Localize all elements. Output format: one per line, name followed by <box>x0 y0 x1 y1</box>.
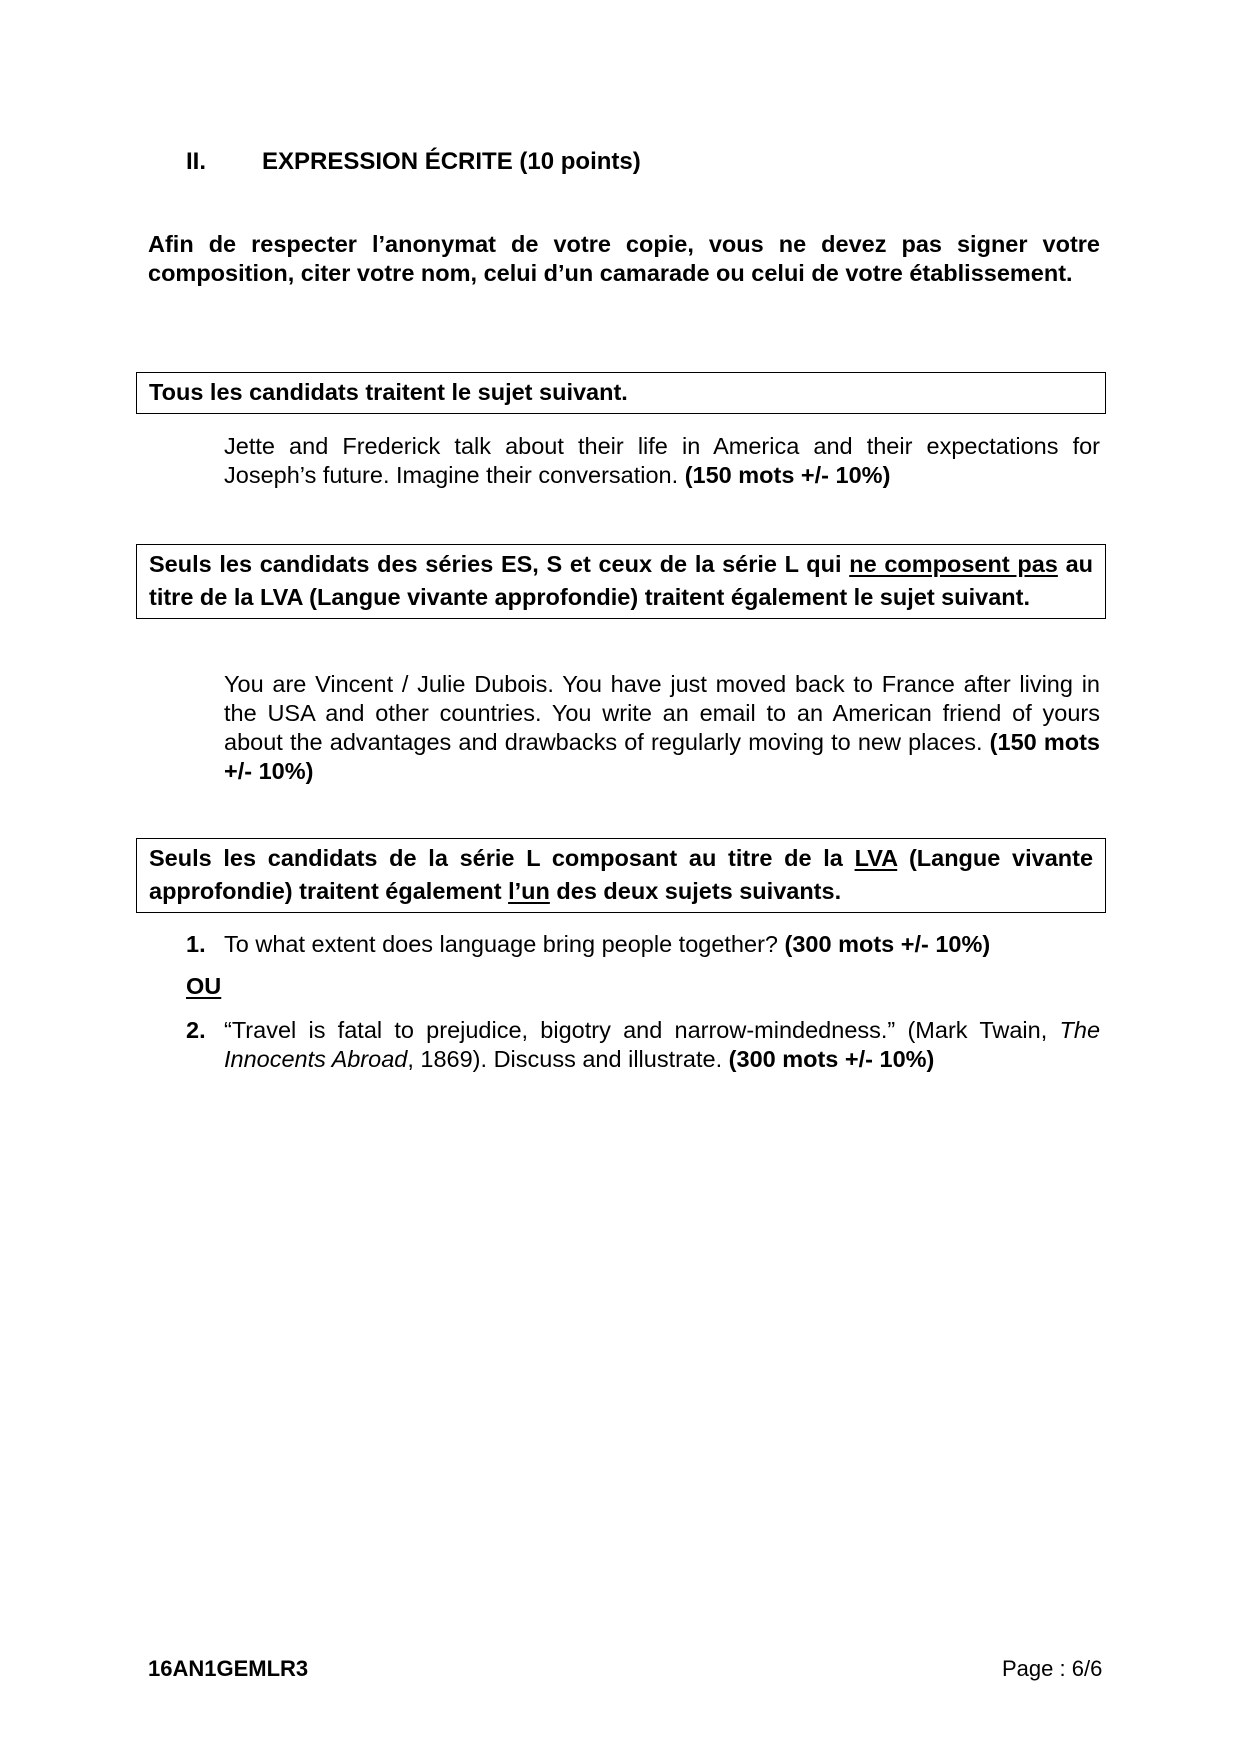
instruction-box-all-candidates <box>136 372 1106 414</box>
instruction-text-part2: (Langue vivante approfondie) traitent également <box>149 845 1094 904</box>
book-title: The Innocents Abroad <box>224 1017 1101 1072</box>
subject-number: 2. <box>186 1017 206 1043</box>
subject-rest: , 1869). Discuss and illustrate. <box>407 1046 723 1072</box>
anonymity-notice: Afin de respecter l’anonymat de votre copie, vous ne devez pas signer votre composition, citer votre nom, celui d’un camarade ou celui de votre établissement. <box>148 231 1100 286</box>
section-title: EXPRESSION ÉCRITE (10 points) <box>262 148 641 175</box>
subject-quote: “Travel is fatal to prejudice, bigotry and narrow-mindedness.” (Mark Twain, <box>224 1017 1048 1043</box>
word-count: (300 mots +/- 10%) <box>784 931 991 957</box>
instruction-text-part3: des deux sujets suivants. <box>556 878 842 904</box>
word-count: (150 mots +/- 10%) <box>224 729 1100 784</box>
instruction-lun: l’un <box>508 878 550 904</box>
section-heading <box>186 147 641 177</box>
subject-2 <box>186 1016 1100 1074</box>
instruction-text-part1: Seuls les candidats des séries ES, S et ceux de la série L qui <box>149 551 842 577</box>
subject-1 <box>186 930 1100 959</box>
word-count: (300 mots +/- 10%) <box>728 1046 935 1072</box>
subject-number: 1. <box>186 931 206 957</box>
task-text: You are Vincent / Julie Dubois. You have just moved back to France after living in the USA and other countries. You write an email to an American friend of yours about the advantages and drawbacks of regularly moving to new places. <box>224 671 1100 755</box>
subject-text: To what extent does language bring people together? <box>224 931 778 957</box>
section-number: II. <box>186 148 207 175</box>
instruction-text-part2: au titre de la LVA (Langue vivante approfondie) traitent également le sujet suivant. <box>149 551 1093 610</box>
or-separator: OU <box>186 973 222 999</box>
page-number: Page : 6/6 <box>1002 1656 1103 1681</box>
word-count: (150 mots +/- 10%) <box>684 462 891 488</box>
instruction-underlined: ne composent pas <box>849 551 1058 577</box>
instruction-text: Tous les candidats traitent le sujet suivant. <box>149 379 628 405</box>
task-text: Jette and Frederick talk about their life in America and their expectations for Joseph’s future. Imagine their conversation. <box>224 433 1100 488</box>
instruction-box-es-s-l <box>136 544 1106 619</box>
instruction-lva: LVA <box>854 845 898 871</box>
task-email <box>224 670 1100 786</box>
task-conversation <box>224 432 1100 490</box>
instruction-text-part1: Seuls les candidats de la série L composant au titre de la <box>149 845 843 871</box>
instruction-box-lva <box>136 838 1106 913</box>
document-code: 16AN1GEMLR3 <box>148 1656 309 1681</box>
